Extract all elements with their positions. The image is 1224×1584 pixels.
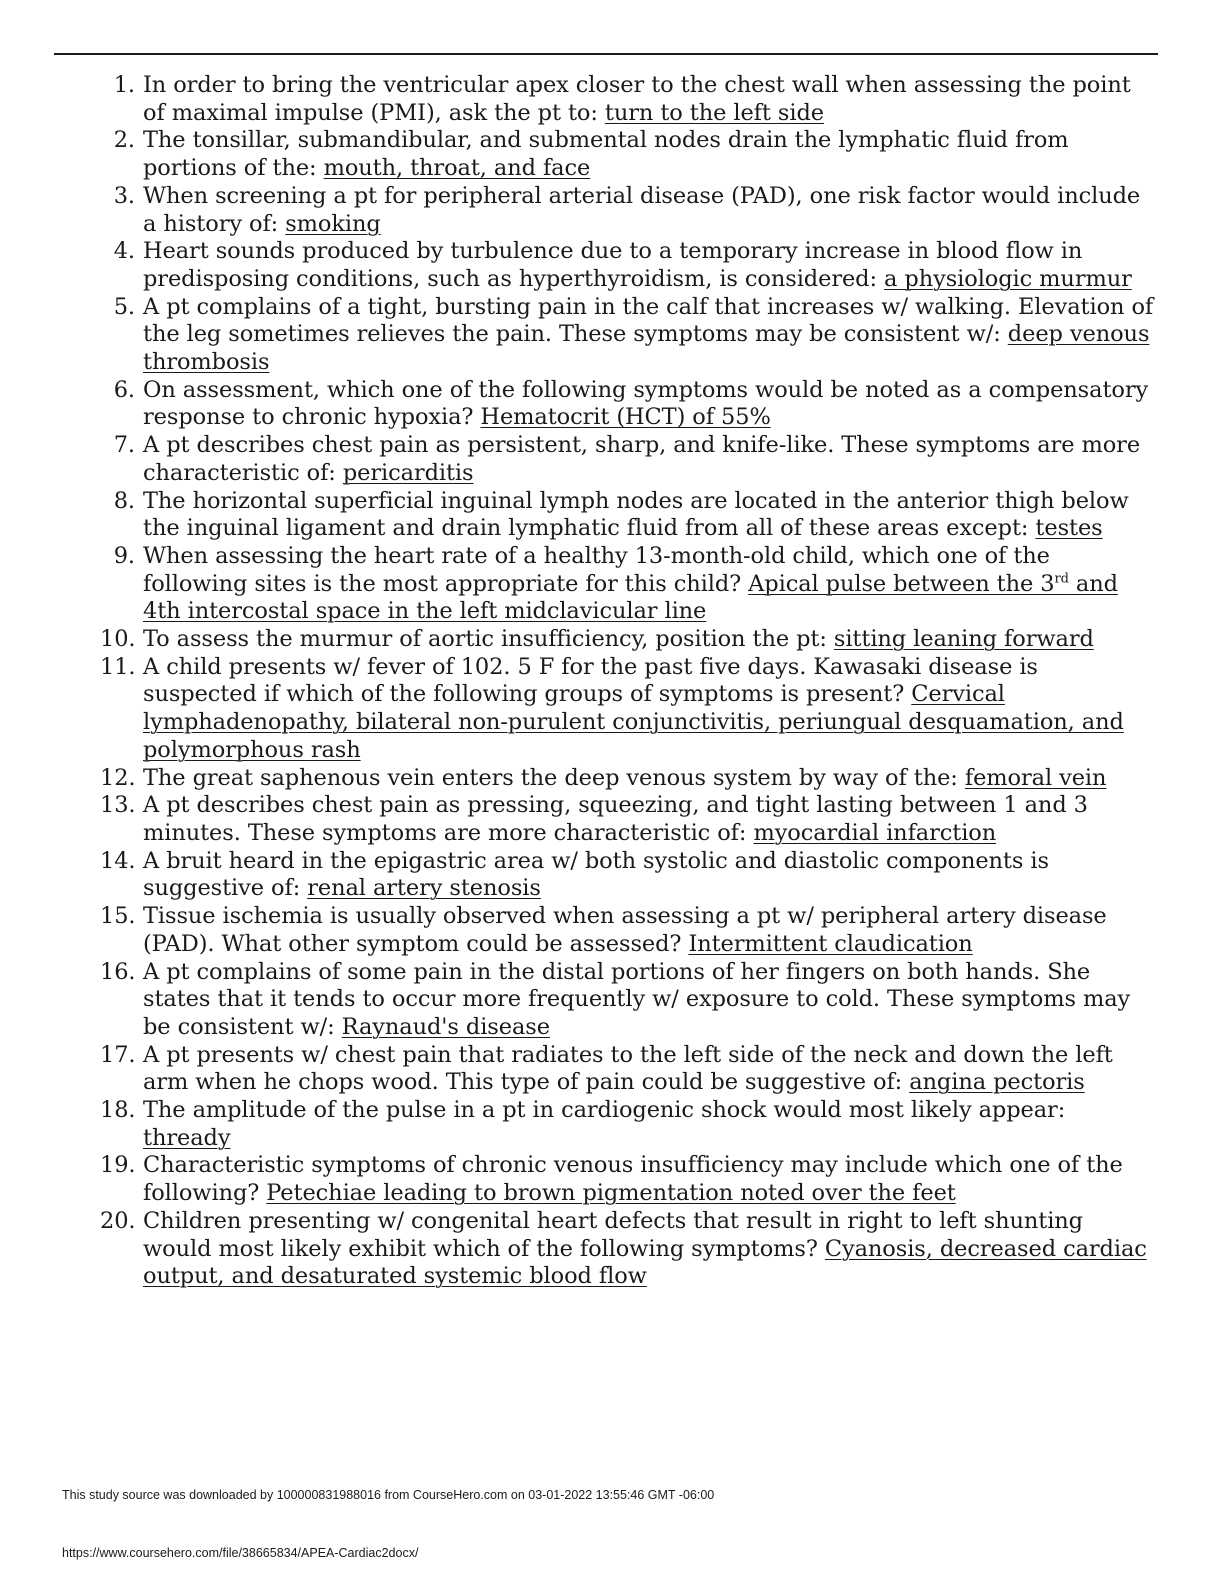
question-text: Heart sounds produced by turbulence due to a temporary increase in blood flow in predisposing conditions, such as hyperthyroidism, is considered:: [143, 238, 1083, 292]
question-answer: Cyanosis, decreased cardiac output, and desaturated systemic blood flow: [143, 1235, 1147, 1290]
question-answer: Intermittent claudication: [688, 930, 973, 957]
question-item: [0, 72, 1224, 127]
question-number: 1.: [113, 72, 135, 98]
question-text: Characteristic symptoms of chronic venous insufficiency may include which one of the following?: [143, 1152, 1123, 1207]
question-text: To assess the murmur of aortic insufficiency, position the pt:: [143, 626, 834, 653]
question-item: [0, 543, 1224, 626]
question-answer: mouth, throat, and face: [323, 155, 591, 182]
question-answer: angina pectoris: [909, 1069, 1085, 1096]
question-item: [0, 959, 1224, 1042]
question-number: 5.: [113, 293, 135, 320]
question-number: 8.: [113, 487, 135, 514]
question-item: [0, 1097, 1224, 1152]
question-answer: pericarditis: [342, 459, 474, 486]
question-answer: thready: [143, 1124, 231, 1151]
question-number: 20.: [100, 1207, 136, 1234]
question-item: [0, 377, 1224, 432]
question-item: [0, 626, 1224, 654]
question-text: A pt complains of some pain in the distal portions of her fingers on both hands. She states that it tends to occur more frequently w/ exposure to cold. These symptoms may be consistent w/:: [143, 958, 1131, 1040]
source-url[interactable]: https://www.coursehero.com/file/38665834/APEA-Cardiac2docx/: [62, 1546, 419, 1560]
question-answer: Hematocrit (HCT) of 55%: [480, 404, 771, 431]
question-answer: turn to the left side: [604, 99, 824, 126]
question-answer: a physiologic murmur: [884, 265, 1132, 292]
question-number: 3.: [113, 182, 135, 209]
question-number: 10.: [100, 626, 136, 653]
question-text: The horizontal superficial inguinal lymph nodes are located in the anterior thigh below the inguinal ligament and drain lymphatic fluid from all of these areas except:: [143, 487, 1129, 542]
question-item: [0, 488, 1224, 543]
question-text: The amplitude of the pulse in a pt in cardiogenic shock would most likely appear:: [143, 1097, 1066, 1124]
question-text: A child presents w/ fever of 102. 5 F for the past five days. Kawasaki disease is suspected if which of the following groups of symptoms is present?: [143, 653, 1038, 708]
question-list: [0, 72, 1224, 1291]
question-item: [0, 903, 1224, 958]
question-number: 15.: [100, 903, 136, 930]
question-answer: Petechiae leading to brown pigmentation noted over the feet: [266, 1180, 956, 1207]
question-answer: renal artery stenosis: [307, 875, 541, 902]
question-item: [0, 432, 1224, 487]
question-item: [0, 294, 1224, 377]
question-item: [0, 1208, 1224, 1291]
question-answer: smoking: [285, 210, 381, 237]
question-answer: testes: [1035, 515, 1103, 542]
question-number: 16.: [100, 958, 136, 985]
question-answer: Raynaud's disease: [341, 1013, 550, 1040]
question-text: When screening a pt for peripheral arterial disease (PAD), one risk factor would include a history of:: [143, 182, 1141, 237]
question-text: Tissue ischemia is usually observed when assessing a pt w/ peripheral artery disease (PAD). What other symptom could be assessed?: [143, 903, 1107, 957]
question-text: A pt presents w/ chest pain that radiates to the left side of the neck and down the left arm when he chops wood. This type of pain could be suggestive of:: [143, 1041, 1113, 1096]
question-text: When assessing the heart rate of a healthy 13-month-old child, which one of the following sites is the most appropriate for this child?: [143, 542, 1050, 597]
question-number: 19.: [100, 1152, 136, 1179]
question-answer: sitting leaning forward: [833, 626, 1094, 653]
question-number: 13.: [100, 792, 136, 819]
question-number: 2.: [113, 127, 135, 154]
question-text: On assessment, which one of the following symptoms would be noted as a compensatory response to chronic hypoxia?: [143, 376, 1149, 431]
top-horizontal-rule: [54, 53, 1158, 55]
question-item: [0, 1042, 1224, 1097]
question-item: [0, 238, 1224, 293]
question-text: A pt describes chest pain as pressing, squeezing, and tight lasting between 1 and 3 minutes. These symptoms are more characteristic of:: [143, 792, 1088, 846]
question-item: [0, 1152, 1224, 1207]
question-text: The great saphenous vein enters the deep venous system by way of the:: [143, 764, 965, 791]
question-number: 14.: [100, 847, 136, 874]
question-number: 12.: [100, 764, 136, 791]
question-item: [0, 654, 1224, 765]
question-item: [0, 848, 1224, 903]
ordinal-superscript: rd: [1054, 571, 1069, 587]
question-text: The tonsillar, submandibular, and submental nodes drain the lymphatic fluid from portions of the:: [143, 127, 1069, 182]
question-item: [0, 127, 1224, 182]
answer-part: and 4th intercostal space in the left midclavicular line: [143, 570, 1118, 625]
question-number: 18.: [100, 1097, 136, 1124]
question-item: [0, 792, 1224, 847]
question-text: A pt describes chest pain as persistent, sharp, and knife-like. These symptoms are more characteristic of:: [143, 432, 1141, 486]
question-number: 17.: [100, 1041, 136, 1068]
question-item: [0, 183, 1224, 238]
answer-part: Apical pulse between the 3: [748, 570, 1055, 597]
question-text: In order to bring the ventricular apex closer to the chest wall when assessing the point of maximal impulse (PMI), ask the pt to:: [143, 72, 1131, 126]
question-item: [0, 765, 1224, 793]
question-number: 9.: [113, 542, 135, 569]
question-text: Children presenting w/ congenital heart defects that result in right to left shunting would most likely exhibit which of the following symptoms?: [143, 1207, 1083, 1262]
question-number: 7.: [113, 432, 135, 459]
question-answer: myocardial infarction: [753, 819, 997, 846]
question-answer: femoral vein: [964, 764, 1107, 791]
question-answer: Cervical lymphadenopathy, bilateral non-purulent conjunctivitis, periungual desquamation, and polymorphous rash: [143, 681, 1124, 763]
download-source-notice: This study source was downloaded by 100000831988016 from CourseHero.com on 03-01-2022 13:55:46 GMT -06:00: [62, 1488, 715, 1502]
question-number: 4.: [113, 238, 135, 265]
question-number: 6.: [113, 376, 135, 403]
question-text: A pt complains of a tight, bursting pain in the calf that increases w/ walking. Elevation of the leg sometimes relieves the pain. These symptoms may be consistent w/:: [143, 293, 1154, 348]
question-text: A bruit heard in the epigastric area w/ both systolic and diastolic components is suggestive of:: [143, 847, 1049, 902]
question-number: 11.: [100, 653, 136, 680]
question-answer: deep venous thrombosis: [143, 321, 1150, 376]
